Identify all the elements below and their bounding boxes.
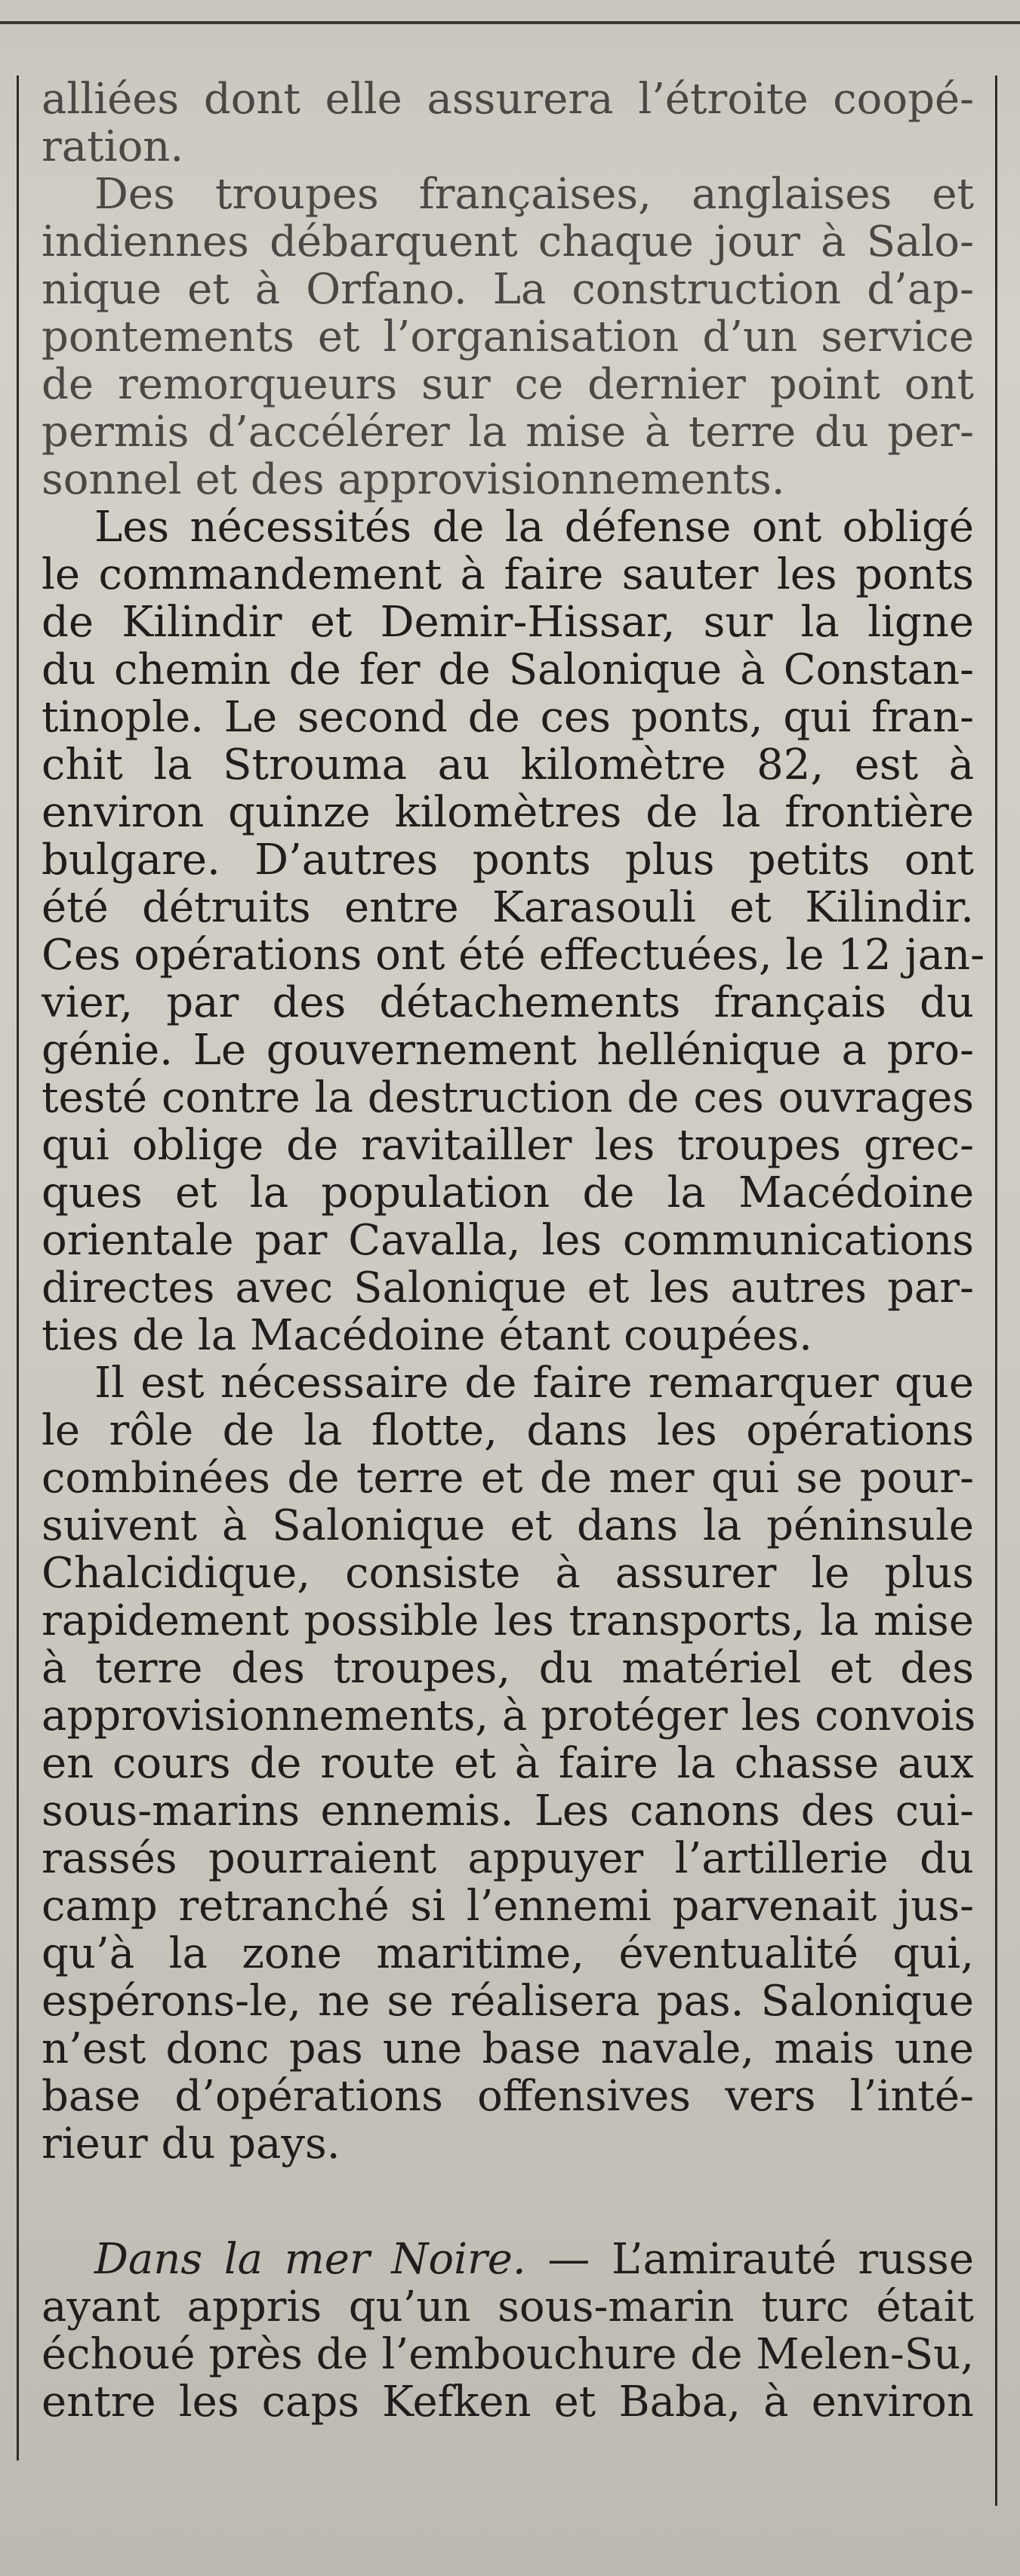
text-line: approvisionnements, à protéger les convois (42, 1691, 976, 1740)
text-line: qui oblige de ravitailler les troupes grec- (42, 1121, 974, 1170)
text-line: pontements et l’organisation d’un service (42, 312, 974, 362)
text-line: espérons-le, ne se réalisera pas. Salonique (42, 1977, 974, 2026)
text-line: été détruits entre Karasouli et Kilindir. (42, 883, 974, 932)
text-line: ayant appris qu’un sous-marin turc était (42, 2282, 974, 2331)
text-line: ques et la population de la Macédoine (42, 1168, 974, 1217)
text-line: Des troupes françaises, anglaises et (94, 170, 974, 219)
text-line: testé contre la destruction de ces ouvrages (42, 1073, 974, 1122)
text-line: environ quinze kilomètres de la frontière (42, 788, 974, 837)
section-first-line-text: L’amirauté russe (612, 2235, 974, 2284)
text-line: qu’à la zone maritime, éventualité qui, (42, 1929, 974, 1978)
text-line: à terre des troupes, du matériel et des (42, 1644, 974, 1693)
text-line: alliées dont elle assurera l’étroite coopé- (42, 75, 974, 124)
text-line: rassés pourraient appuyer l’artillerie du (42, 1834, 974, 1883)
text-line: le commandement à faire sauter les ponts (42, 550, 974, 599)
text-line: entre les caps Kefken et Baba, à environ (42, 2377, 974, 2427)
text-line: le rôle de la flotte, dans les opérations (42, 1406, 974, 1455)
text-line: génie. Le gouvernement hellénique a pro- (42, 1026, 974, 1075)
text-line: ration. (42, 122, 184, 171)
text-line: n’est donc pas une base navale, mais une (42, 2024, 974, 2073)
text-line: permis d’accélérer la mise à terre du per- (42, 408, 974, 457)
text-line: Chalcidique, consiste à assurer le plus (42, 1549, 974, 1598)
text-line: base d’opérations offensives vers l’inté- (42, 2072, 974, 2121)
text-line: ties de la Macédoine étant coupées. (42, 1311, 812, 1360)
text-line: sous-marins ennemis. Les canons des cui- (42, 1787, 974, 1836)
text-line: sonnel et des approvisionnements. (42, 455, 785, 504)
text-line: du chemin de fer de Salonique à Constan- (42, 645, 974, 694)
text-line: vier, par des détachements français du (42, 978, 974, 1027)
text-line: tinople. Le second de ces ponts, qui fran- (42, 693, 974, 742)
text-line: en cours de route et à faire la chasse aux (42, 1739, 974, 1788)
text-line: suivent à Salonique et dans la péninsule (42, 1501, 974, 1550)
text-line: directes avec Salonique et les autres par- (42, 1263, 974, 1313)
left-column-rule (17, 75, 19, 2461)
section-dash: — (525, 2235, 612, 2284)
text-line: indiennes débarquent chaque jour à Salo- (42, 217, 974, 266)
text-line: rieur du pays. (42, 2119, 341, 2168)
text-line: bulgare. D’autres ponts plus petits ont (42, 836, 974, 885)
text-line: échoué près de l’embouchure de Melen-Su, (42, 2330, 974, 2379)
text-line: Ces opérations ont été effectuées, le 12 jan- (42, 931, 985, 980)
text-line: rapidement possible les transports, la mise (42, 1596, 974, 1645)
text-line: orientale par Cavalla, les communications (42, 1216, 974, 1265)
section-gap (42, 2168, 974, 2236)
text-line: de remorqueurs sur ce dernier point ont (42, 360, 974, 409)
text-line: combinées de terre et de mer qui se pour- (42, 1454, 974, 1503)
text-line: Il est nécessaire de faire remarquer que (94, 1359, 974, 1408)
text-line: de Kilindir et Demir-Hissar, sur la ligne (42, 598, 974, 647)
text-line: Les nécessités de la défense ont obligé (94, 503, 974, 552)
top-rule (0, 21, 1020, 24)
section-first-line (42, 2236, 974, 2283)
text-line: chit la Strouma au kilomètre 82, est à (42, 740, 974, 789)
text-line: camp retranché si l’ennemi parvenait jus- (42, 1882, 974, 1931)
text-line: nique et à Orfano. La construction d’ap- (42, 265, 974, 314)
article-column (42, 75, 985, 2427)
section-heading: Dans la mer Noire. (94, 2235, 526, 2284)
right-column-rule (995, 75, 997, 2506)
